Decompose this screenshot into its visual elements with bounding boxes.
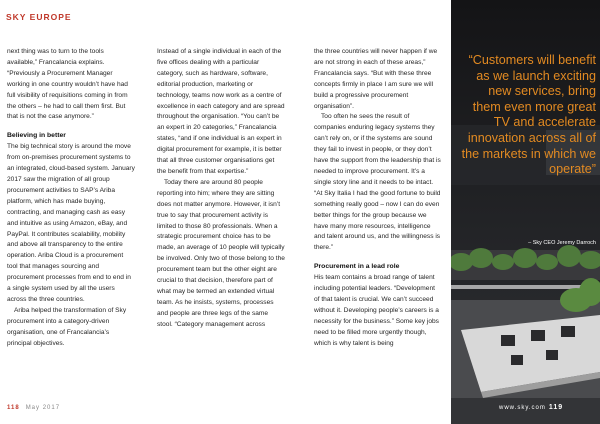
text-column-2 — [157, 47, 285, 331]
quote-attribution: – Sky CEO Jeremy Darroch — [528, 240, 596, 246]
text-column-3 — [314, 47, 442, 349]
page-number-left: 118 — [7, 405, 20, 411]
paragraph: Too often he sees the result of companies enduring legacy systems they can’t rely on, or if the systems are sound they fail to invest in people, or they don’t have the support from the leadership that is needed to improve procurement. It’s a single story line and it needs to be intact. “At Sky Italia I had the good fortune to build something really good – now I can do even better things for the group because we have many more resources, intelligence and talent around us, and the willingness is there.” — [314, 113, 441, 252]
subheading: Procurement in a lead role — [314, 263, 400, 271]
footer-right — [499, 404, 563, 411]
magazine-title: SKY EUROPE — [6, 12, 72, 22]
footer-left — [7, 405, 60, 411]
paragraph: The big technical story is around the move from on-premises procurement systems to an integrated, cloud-based system. January 2017 saw the migration of all group procurement activities to SAP’s Ariba platform, which has made buying, contracting, and managing cash as easy and intuitive as using Amazon, eBay, and PayPal. It contributes scalability, mobility and above all transparency to the entire operation. Ariba Cloud is a procurement tool that manages sourcing and procurement processes from end to end in a single system used by all the users across the three countries. — [7, 143, 135, 303]
issue-date: May 2017 — [25, 405, 61, 411]
paragraph: His team contains a broad range of talent including potential leaders. “Development of that talent is crucial. We can’t succeed without it. Developing people’s careers is a necessity for the business.” Some key jobs need to be filled more urgently though, which is why talent is being — [314, 274, 439, 347]
paragraph: Today there are around 80 people reporting into him; where they are sitting does not matter anymore. However, it isn’t true to say that procurement activity is limited to those 80 professionals. When a strategic procurement choice has to be made, an average of 10 people will typically be involved. Only two of those belong to the procurement team but the other eight are crucial to that decision, therefore part of what may be termed an extended virtual team. As he insists, systems, processes and people are three legs of the same stool. “Category management across — [157, 178, 285, 328]
paragraph: next thing was to turn to the tools available,” Francalancia explains. “Previously a Procurement Manager working in one country wouldn’t have had full visibility of requisitions coming in from the others – he had to call them first. But that is not the case anymore.” — [7, 48, 128, 121]
text-column-1 — [7, 47, 135, 349]
pull-quote: “Customers will benefit as we launch exciting new services, bring them even more great TV and accelerate innovation across all of the markets in which we operate” — [461, 53, 596, 177]
paragraph: the three countries will never happen if we are not strong in each of these areas,” Francalancia says. “But with these three concepts firmly in place I am sure we will build a progressive procurement organisation”. — [314, 48, 438, 110]
paragraph: Instead of a single individual in each of the five offices dealing with a particular category, such as hardware, software, editorial production, marketing or technology, teams now work as a centre of excellence in each category and are spread throughout the organisation. “You can’t be an expert in 20 categories,” Francalancia states, “and if one individual is an expert in digital procurement for example, it is better that all three customer organisations get the benefit from that expertise.” — [157, 48, 285, 175]
subheading: Believing in better — [7, 132, 66, 140]
page-number-right: 119 — [548, 404, 564, 411]
paragraph: Ariba helped the transformation of Sky procurement into a category-driven organisation, one of Francalancia’s principal objectives. — [7, 306, 127, 347]
website-url: www.sky.com — [499, 405, 546, 411]
